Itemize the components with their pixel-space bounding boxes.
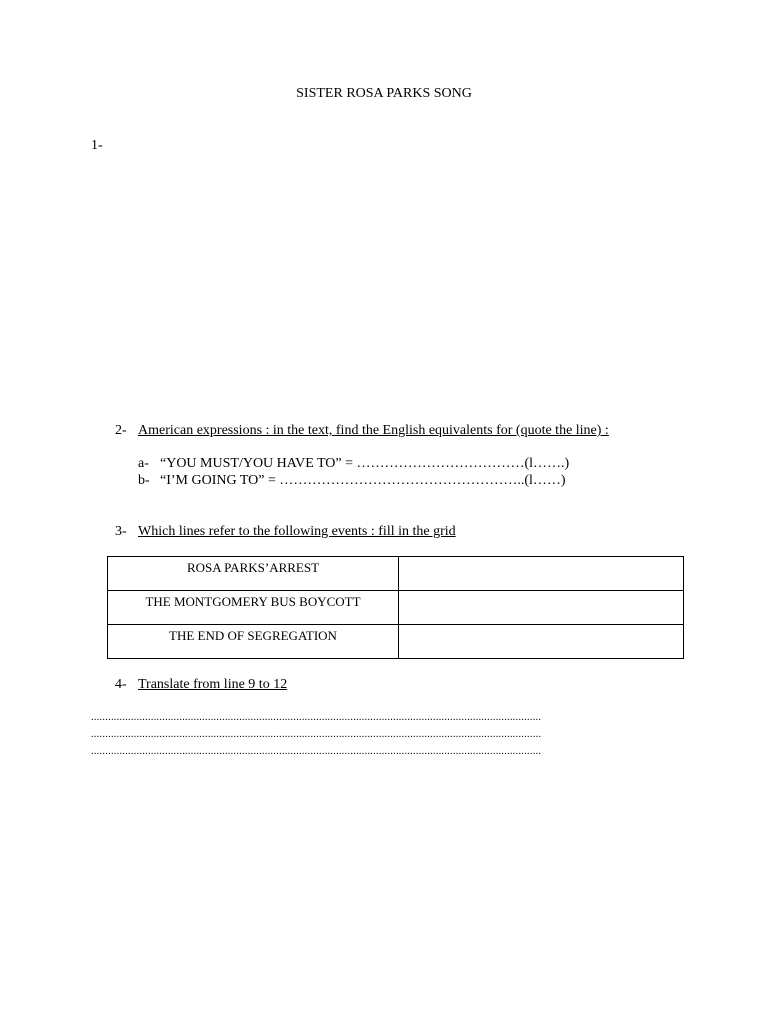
question-3-text: Which lines refer to the following events : fill in the grid — [138, 524, 456, 539]
question-2-item-a-text: “YOU MUST/YOU HAVE TO” = ………………………………(l…….) — [160, 456, 570, 471]
grid-answer-cell[interactable] — [399, 557, 684, 591]
question-4-text: Translate from line 9 to 12 — [138, 677, 288, 692]
page-title: SISTER ROSA PARKS SONG — [296, 86, 472, 101]
question-2-text: American expressions : in the text, find the English equivalents for (quote the line) : — [138, 423, 609, 438]
answer-line[interactable]: .............................................................................................................................................................. — [91, 747, 542, 757]
events-grid — [107, 556, 684, 659]
question-4-number: 4- — [115, 677, 127, 692]
answer-line[interactable]: .............................................................................................................................................................. — [91, 730, 542, 740]
grid-event-label: THE END OF SEGREGATION — [108, 625, 399, 659]
question-2-number: 2- — [115, 423, 127, 438]
grid-answer-cell[interactable] — [399, 591, 684, 625]
question-1-number: 1- — [91, 138, 103, 153]
question-2-item-b-letter: b- — [138, 473, 150, 488]
grid-event-label: THE MONTGOMERY BUS BOYCOTT — [108, 591, 399, 625]
question-2-item-a-letter: a- — [138, 456, 149, 471]
grid-row-end-segregation — [108, 625, 684, 659]
answer-line[interactable]: .............................................................................................................................................................. — [91, 713, 542, 723]
grid-answer-cell[interactable] — [399, 625, 684, 659]
grid-row-boycott — [108, 591, 684, 625]
question-3-number: 3- — [115, 524, 127, 539]
grid-event-label: ROSA PARKS’ARREST — [108, 557, 399, 591]
question-2-item-b-text: “I’M GOING TO” = ……………………………………………..(l……) — [160, 473, 566, 488]
grid-row-arrest — [108, 557, 684, 591]
